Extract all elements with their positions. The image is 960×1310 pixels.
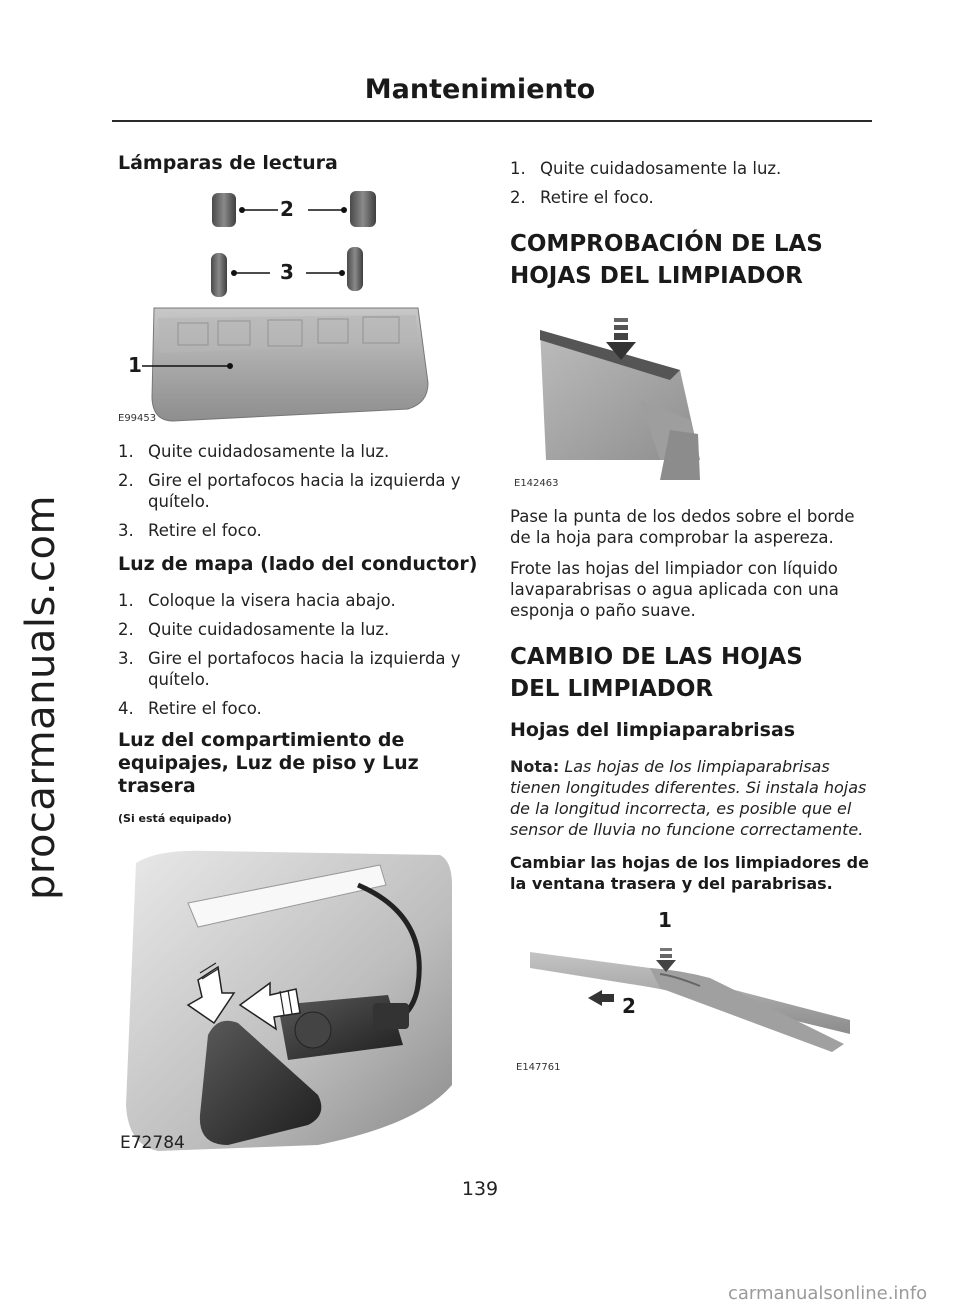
list-item: 2. Retire el foco. xyxy=(510,188,654,207)
change-blades-heading: CAMBIO DE LAS HOJAS DEL LIMPIADOR xyxy=(510,644,803,702)
callout-label: 2 xyxy=(622,994,636,1018)
reading-lamp-illustration xyxy=(118,183,478,435)
wiper-check-figure xyxy=(510,310,870,496)
left-column xyxy=(118,152,478,1159)
wiper-change-figure xyxy=(510,904,870,1084)
list-item: 3. Retire el foco. xyxy=(118,521,262,540)
paragraph: Pase la punta de los dedos sobre el borde de la hoja para comprobar la aspereza. xyxy=(510,507,855,547)
figure-code: E142463 xyxy=(514,478,559,489)
list-item: 2. Gire el portafocos hacia la izquierda y quítelo. xyxy=(118,471,461,511)
note: Nota: Las hojas de los limpiaparabrisas tienen longitudes diferentes. Si instala hojas de la longitud incorrecta, es posible que el sensor de lluvia no funcione correctamente. xyxy=(510,757,867,839)
luggage-light-figure xyxy=(118,845,478,1159)
check-blades-heading: COMPROBACIÓN DE LAS HOJAS DEL LIMPIADOR xyxy=(510,231,823,289)
figure-code: E99453 xyxy=(118,413,157,424)
callout-label: 2 xyxy=(280,197,294,221)
equipped-note: (Si está equipado) xyxy=(118,812,232,825)
side-watermark: procarmanuals.com xyxy=(18,495,64,900)
page-number: 139 xyxy=(461,1178,499,1200)
bottom-watermark: carmanualsonline.info xyxy=(728,1283,928,1304)
figure-code: E147761 xyxy=(516,1062,561,1073)
wiper-check-illustration xyxy=(510,310,870,496)
reading-lamp-figure xyxy=(118,183,478,435)
list-item: 1. Quite cuidadosamente la luz. xyxy=(510,159,782,178)
callout-label: 1 xyxy=(658,908,672,932)
right-column xyxy=(510,152,870,1084)
callout-label: 1 xyxy=(128,353,142,377)
reading-lamp-steps xyxy=(118,441,478,541)
wiper-blades-subheading: Hojas del limpiaparabrisas xyxy=(510,719,796,741)
callout-label: 3 xyxy=(280,260,294,284)
wiper-change-illustration xyxy=(510,904,870,1084)
figure-code: E72784 xyxy=(120,1133,185,1153)
luggage-light-illustration xyxy=(118,845,478,1159)
reading-lamps-heading: Lámparas de lectura xyxy=(118,152,338,174)
list-item: 4. Retire el foco. xyxy=(118,699,262,718)
list-item: 3. Gire el portafocos hacia la izquierda y quítelo. xyxy=(118,649,461,689)
page-title: Mantenimiento xyxy=(364,74,596,105)
list-item: 2. Quite cuidadosamente la luz. xyxy=(118,620,390,639)
list-item: 1. Quite cuidadosamente la luz. xyxy=(118,442,390,461)
right-steps xyxy=(510,158,870,208)
list-item: 1. Coloque la visera hacia abajo. xyxy=(118,591,396,610)
header-divider xyxy=(112,120,872,122)
instruction: Cambiar las hojas de los limpiadores de la ventana trasera y del parabrisas. xyxy=(510,853,869,893)
map-light-steps xyxy=(118,590,478,719)
map-light-heading: Luz de mapa (lado del conductor) xyxy=(118,553,478,575)
paragraph: Frote las hojas del limpiador con líquido lavaparabrisas o agua aplicada con una esponja o paño suave. xyxy=(510,559,839,620)
luggage-light-heading: Luz del compartimiento de equipajes, Luz de piso y Luz trasera xyxy=(118,729,419,797)
